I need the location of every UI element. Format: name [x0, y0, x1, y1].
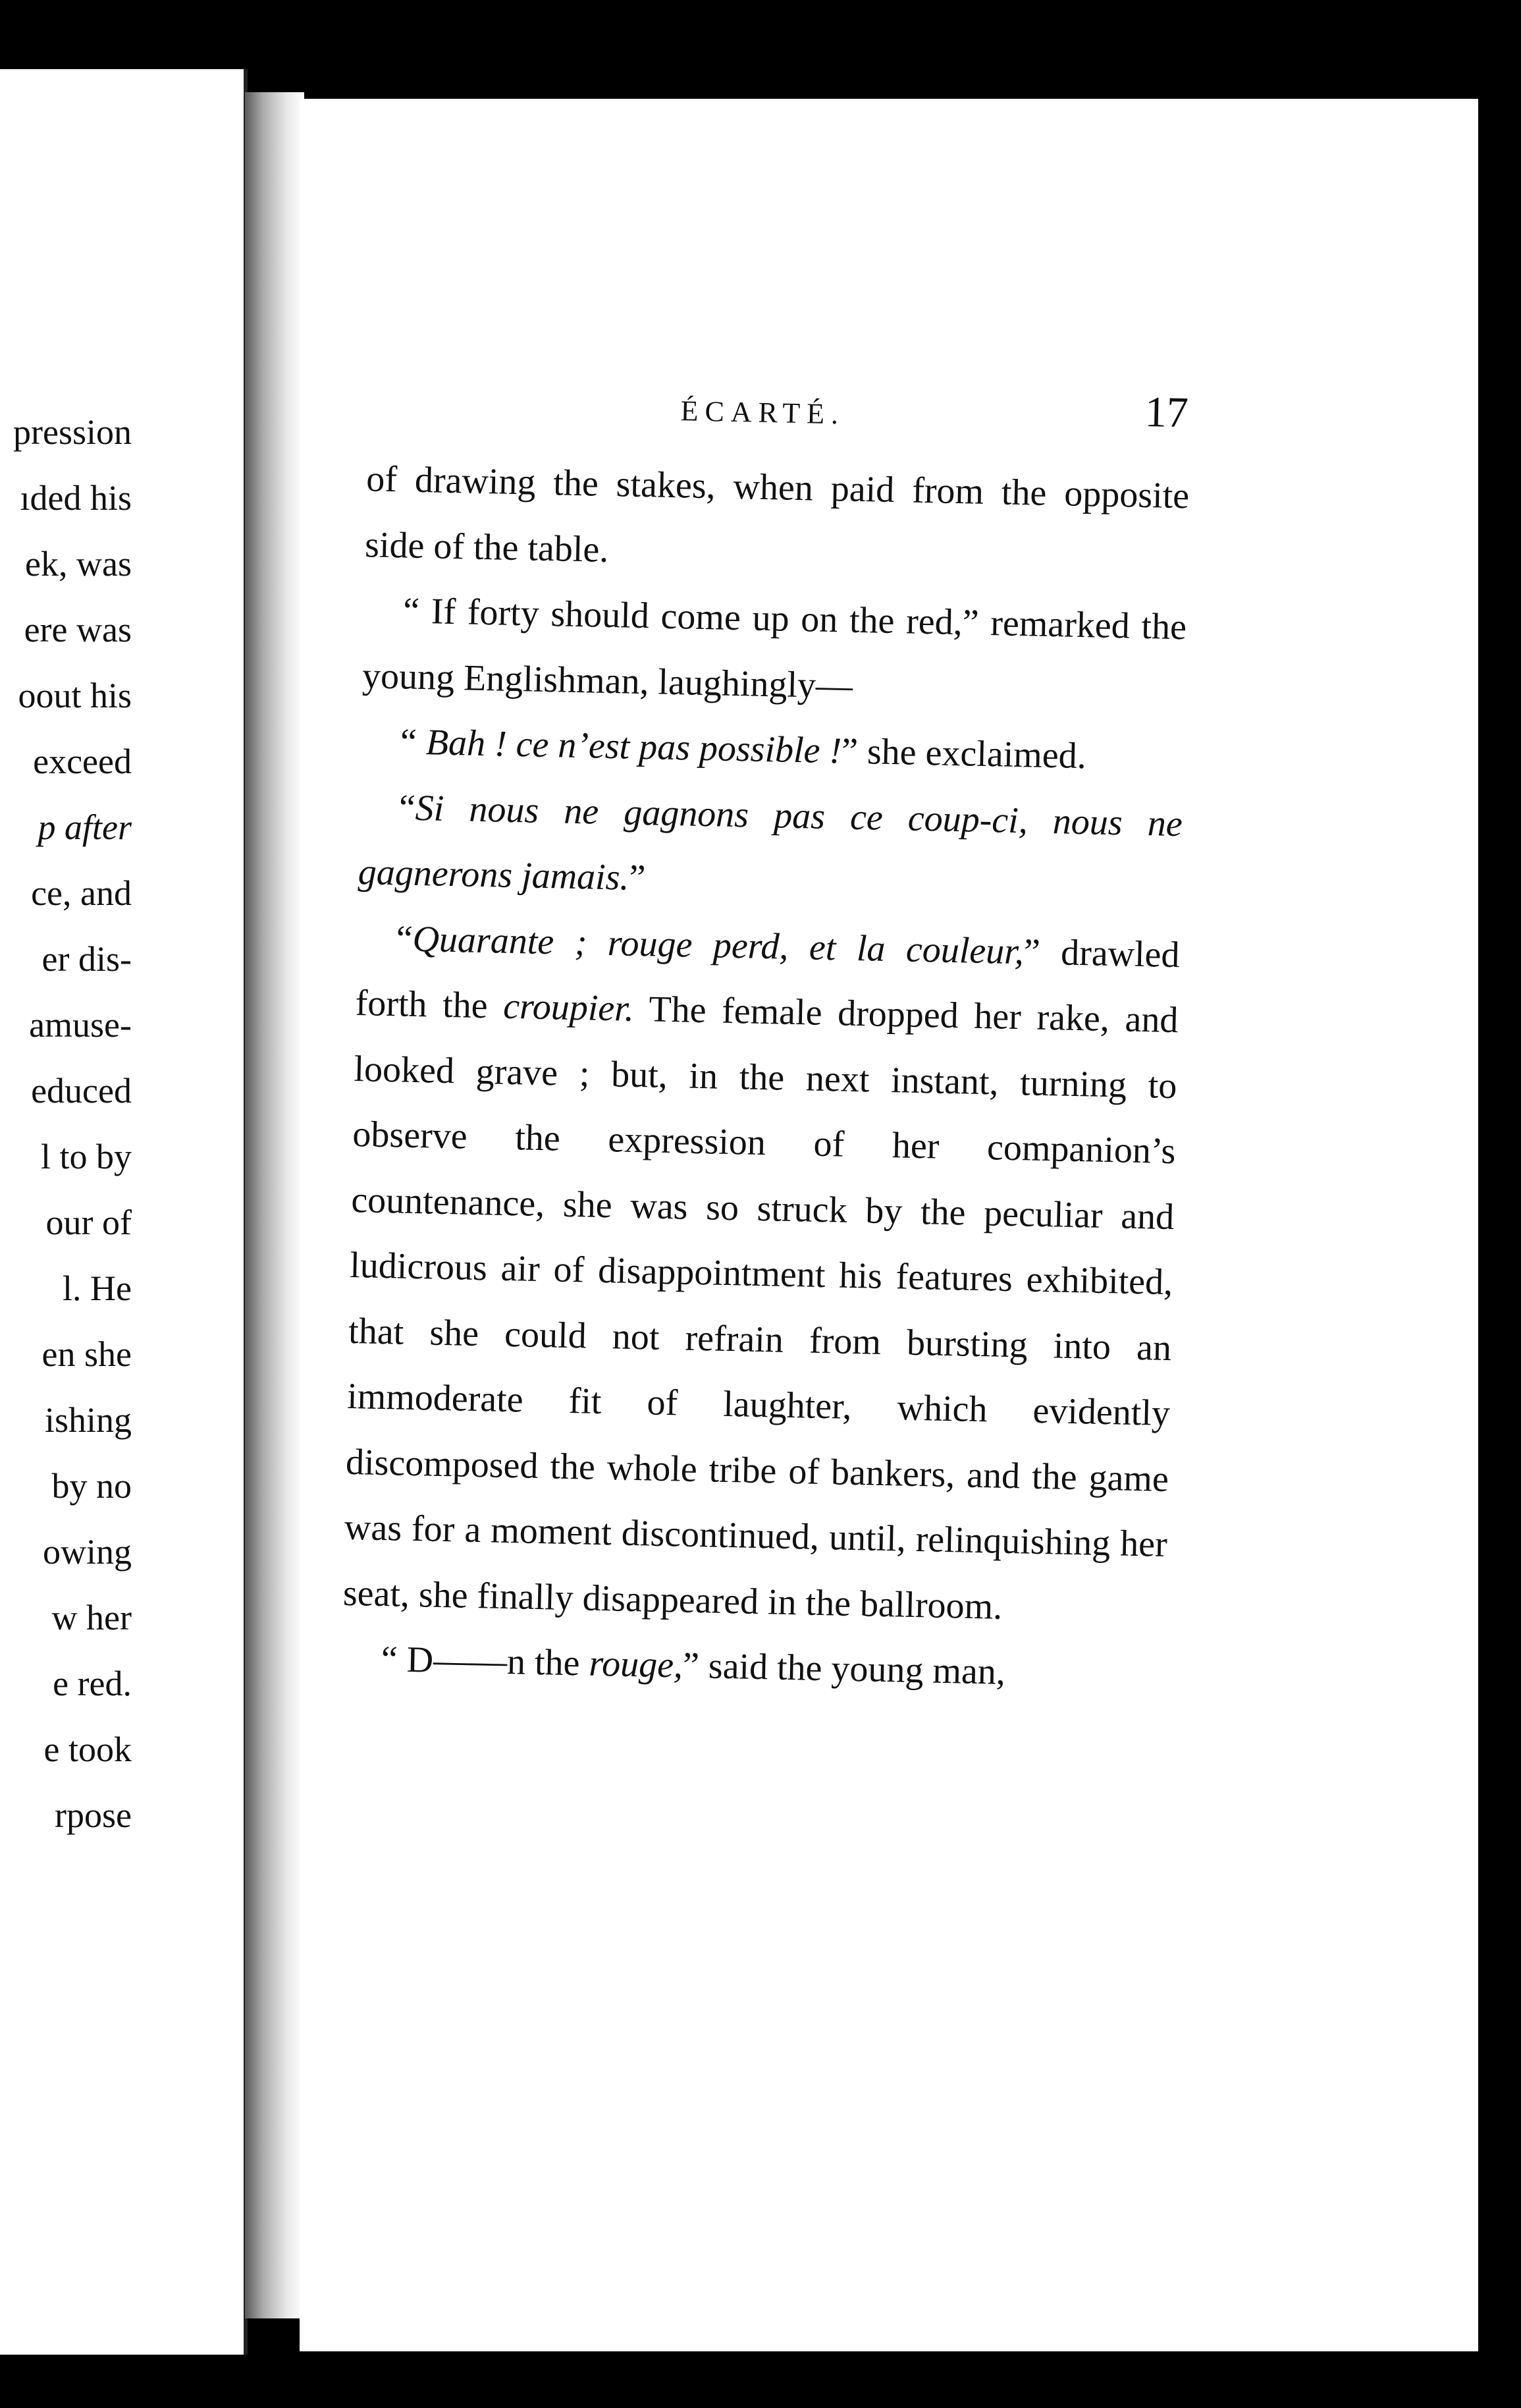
left-page-fragment: er dis- [41, 939, 132, 979]
page-number: 17 [1144, 387, 1189, 437]
paragraph-5-croupier: croupier. [502, 985, 635, 1029]
paragraph-5-text-a: ” drawled forth the [355, 931, 1181, 1027]
left-page-fragment: e took [43, 1730, 132, 1769]
running-head: ÉCARTÉ. [680, 395, 845, 431]
paragraph-1-text: of drawing the stakes, when paid from the opposite side of the table. [364, 458, 1190, 570]
left-page [0, 69, 248, 2355]
left-page-fragment: rpose [55, 1795, 132, 1835]
left-page-fragment: l. He [63, 1269, 132, 1308]
paragraph-1 [364, 447, 1190, 595]
paragraph-5-text-b: The female dropped her rake, and looked grave ; but, in the next instant, turning to observe the expression of her companion’s countenance, she was so struck by the peculiar and ludicrous air of disappointment his features exhibited, that she could not refrain from bursting into an immoderate fit of laughter, which evidently discomposed the whole tribe of bankers, and the game was for a moment discontinued, until, relinquishing her seat, she finally disappeared in the ballroom. [342, 988, 1179, 1628]
left-page-fragment: our of [45, 1203, 132, 1242]
left-page-fragment: ere was [24, 610, 132, 649]
left-page-fragment: amuse- [29, 1005, 132, 1045]
paragraph-2-text: “ If forty should come up on the red,” remarked the young Englishman, laughingly— [361, 590, 1187, 707]
left-page-fragment: ıded his [20, 478, 132, 518]
body-text [341, 447, 1190, 1709]
left-page-fragment: l to by [40, 1137, 132, 1176]
paragraph-4-close-quote: ” [628, 857, 647, 899]
left-page-fragment: en she [41, 1334, 132, 1374]
paragraph-6-rouge: rouge, [588, 1643, 683, 1686]
paragraph-5-open-quote: “ [396, 917, 414, 960]
left-page-fragment: p after [38, 807, 132, 847]
paragraph-4 [358, 775, 1183, 923]
paragraph-2 [361, 578, 1187, 726]
paragraph-5 [342, 906, 1181, 1643]
paragraph-3-open-quote: “ [400, 721, 427, 763]
paragraph-3-french: Bah ! ce n’est pas possible ! [425, 722, 842, 772]
paragraph-3-text: ” she exclaimed. [841, 730, 1087, 777]
paragraph-5-french: Quarante ; rouge perd, et la couleur, [412, 918, 1025, 972]
paragraph-4-french: Si nous ne gagnons pas ce coup-ci, nous ne gagnerons jamais. [358, 787, 1183, 898]
left-page-text-fragments [0, 69, 132, 2355]
paragraph-6-text-b: ” said the young man, [682, 1645, 1006, 1693]
paragraph-4-open-quote: “ [398, 786, 416, 829]
left-page-fragment: w her [51, 1598, 132, 1637]
left-page-fragment: pression [13, 412, 132, 452]
left-page-fragment: educed [31, 1071, 132, 1110]
page-content [300, 99, 1478, 2351]
left-page-fragment: ishing [44, 1400, 132, 1440]
left-page-fragment: by no [51, 1466, 132, 1506]
left-page-fragment: e red. [53, 1664, 132, 1703]
paragraph-6-text-a: “ D——n the [381, 1639, 590, 1684]
right-page [300, 99, 1478, 2351]
left-page-fragment: ce, and [31, 873, 132, 913]
left-page-fragment: exceed [33, 742, 132, 781]
book-gutter-shadow [245, 92, 304, 2318]
left-page-fragment: ek, was [25, 544, 132, 584]
left-page-fragment: owing [43, 1532, 132, 1572]
left-page-fragment: oout his [18, 676, 132, 715]
